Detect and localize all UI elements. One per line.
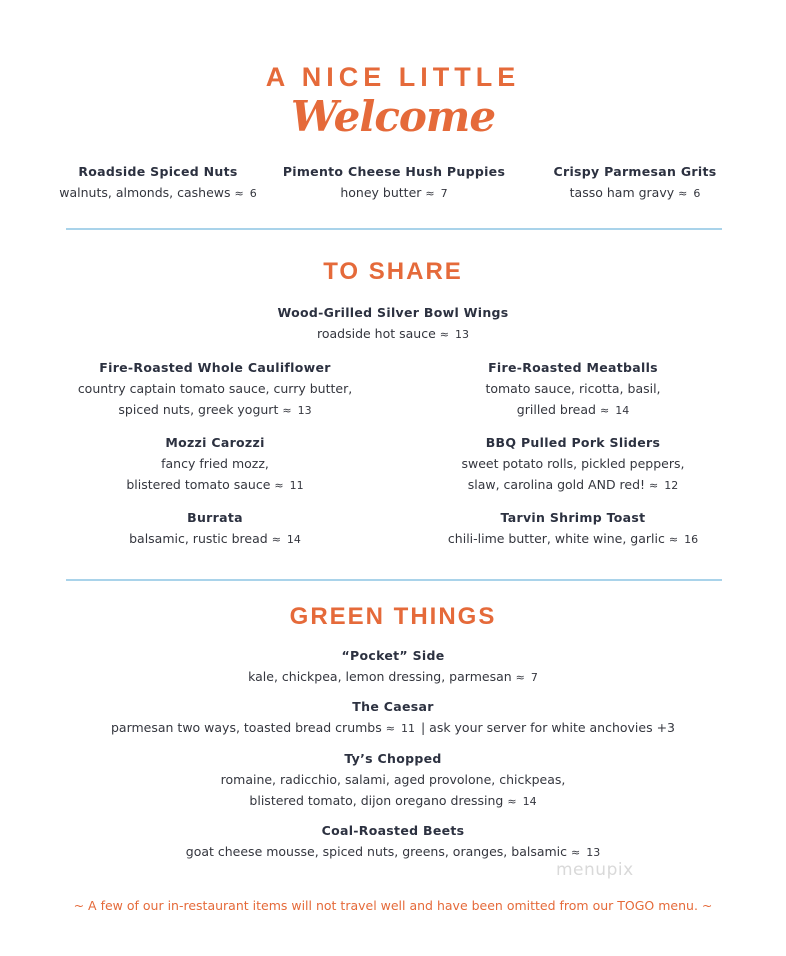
item-price: 12 (664, 479, 679, 492)
item-price: 7 (530, 671, 538, 684)
item-name: Coal-Roasted Beets (321, 823, 465, 838)
menu-item-caesar (43, 697, 743, 739)
item-name: Pimento Cheese Hush Puppies (282, 164, 506, 179)
approx-symbol: ≈ (282, 404, 292, 417)
approx-symbol: ≈ (668, 533, 679, 546)
item-desc: blistered tomato, dijon oregano dressing (249, 793, 504, 808)
item-desc: balsamic, rustic bread (129, 531, 268, 546)
approx-symbol: ≈ (234, 187, 244, 200)
togo-footer-note: ~ A few of our in-restaurant items will not travel well and have been omitted from our TOGO menu. ~ (73, 898, 713, 913)
item-price: 14 (286, 533, 301, 546)
menu-item-pocket-side (93, 646, 693, 688)
item-desc: walnuts, almonds, cashews (59, 185, 231, 200)
header-script-title: Welcome (290, 92, 496, 141)
item-desc: grilled bread (516, 402, 596, 417)
item-desc: honey butter (340, 185, 422, 200)
item-desc: spiced nuts, greek yogurt (118, 402, 279, 417)
approx-symbol: ≈ (274, 479, 284, 492)
approx-symbol: ≈ (439, 328, 449, 341)
menu-item-mozzi-carozzi (55, 433, 375, 496)
approx-symbol: ≈ (425, 187, 435, 200)
menu-item-crispy-parmesan-grits (515, 162, 755, 204)
item-desc: tomato sauce, ricotta, basil, (485, 381, 661, 396)
section-title-to-share: TO SHARE (323, 258, 463, 285)
item-price: 13 (455, 328, 469, 341)
section-divider (66, 228, 722, 230)
item-name: Wood-Grilled Silver Bowl Wings (277, 305, 509, 320)
approx-symbol: ≈ (571, 846, 581, 859)
approx-symbol: ≈ (515, 671, 525, 684)
item-desc: sweet potato rolls, pickled peppers, (461, 456, 685, 471)
section-divider (66, 579, 722, 581)
item-price: 7 (440, 187, 448, 200)
item-desc: chili-lime butter, white wine, garlic (447, 531, 665, 546)
item-name: BBQ Pulled Pork Sliders (485, 435, 661, 450)
item-desc: tasso ham gravy (569, 185, 675, 200)
item-desc: fancy fried mozz, (161, 456, 269, 471)
item-addon-note: | ask your server for white anchovies +3 (420, 720, 676, 735)
menu-item-tys-chopped (93, 749, 693, 812)
item-price: 6 (693, 187, 701, 200)
menu-item-shrimp-toast (413, 508, 733, 550)
approx-symbol: ≈ (678, 187, 688, 200)
menu-item-roadside-spiced-nuts (38, 162, 278, 204)
item-desc: blistered tomato sauce (126, 477, 271, 492)
approx-symbol: ≈ (599, 404, 610, 417)
item-price: 14 (615, 404, 630, 417)
watermark: menupix (556, 860, 634, 880)
menu-item-pimento-hush-puppies (274, 162, 514, 204)
item-price: 6 (249, 187, 257, 200)
header-title: A NICE LITTLE (265, 62, 521, 92)
item-price: 13 (586, 846, 601, 859)
item-price: 13 (297, 404, 312, 417)
approx-symbol: ≈ (507, 795, 517, 808)
menu-item-silver-bowl-wings (193, 303, 593, 345)
item-name: Mozzi Carozzi (165, 435, 265, 450)
approx-symbol: ≈ (649, 479, 659, 492)
section-title-green-things: GREEN THINGS (289, 603, 497, 630)
approx-symbol: ≈ (385, 722, 395, 735)
item-desc: roadside hot sauce (316, 326, 436, 341)
item-desc: slaw, carolina gold AND red! (467, 477, 646, 492)
item-price: 16 (684, 533, 699, 546)
menu-item-meatballs (413, 358, 733, 421)
item-desc: country captain tomato sauce, curry butter, (77, 381, 353, 396)
item-price: 11 (289, 479, 304, 492)
item-name: Burrata (187, 510, 243, 525)
item-name: The Caesar (352, 699, 434, 714)
item-price: 11 (400, 722, 415, 735)
item-desc: parmesan two ways, toasted bread crumbs (110, 720, 382, 735)
menu-item-whole-cauliflower (55, 358, 375, 421)
menu-item-burrata (55, 508, 375, 550)
item-name: Fire-Roasted Meatballs (488, 360, 658, 375)
item-desc: romaine, radicchio, salami, aged provolone, chickpeas, (220, 772, 566, 787)
item-name: Roadside Spiced Nuts (78, 164, 238, 179)
item-desc: goat cheese mousse, spiced nuts, greens, oranges, balsamic (185, 844, 568, 859)
item-name: “Pocket” Side (341, 648, 445, 663)
item-name: Ty’s Chopped (344, 751, 442, 766)
item-name: Tarvin Shrimp Toast (500, 510, 646, 525)
item-desc: kale, chickpea, lemon dressing, parmesan (248, 669, 512, 684)
item-name: Fire-Roasted Whole Cauliflower (99, 360, 331, 375)
approx-symbol: ≈ (271, 533, 281, 546)
item-name: Crispy Parmesan Grits (553, 164, 717, 179)
menu-item-coal-roasted-beets (93, 821, 693, 863)
item-price: 14 (522, 795, 537, 808)
menu-item-pork-sliders (413, 433, 733, 496)
